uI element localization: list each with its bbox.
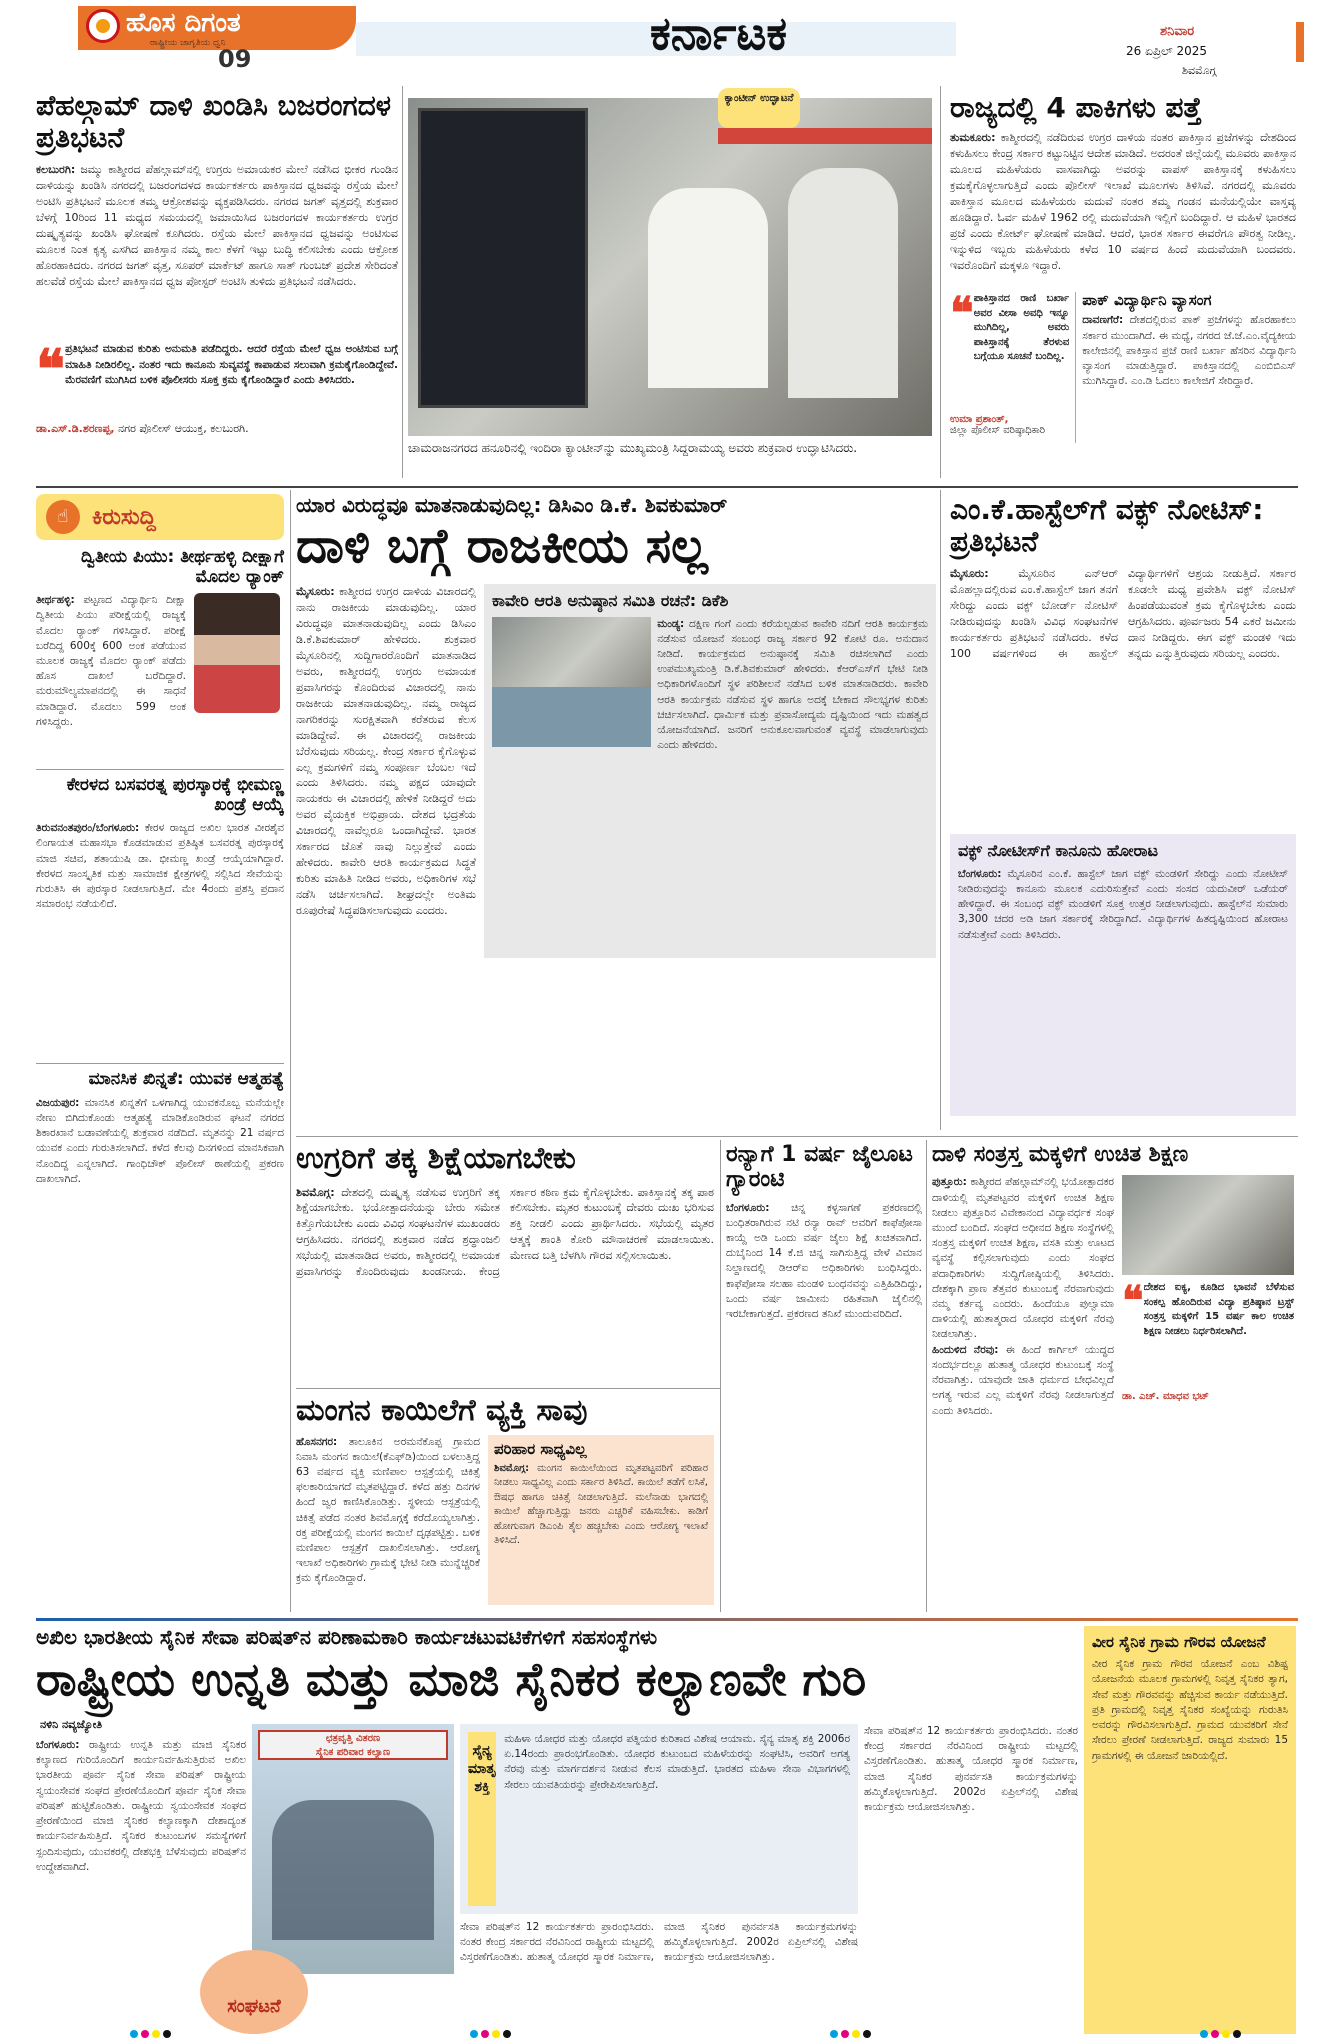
byline-role: ಜಿಲ್ಲಾ ಪೊಲೀಸ್ ವರಿಷ್ಠಾಧಿಕಾರಿ <box>950 425 1046 437</box>
dateline: ಮಂಡ್ಯ: <box>657 617 685 630</box>
photo-banner <box>258 1730 448 1760</box>
box-label: ಸೈನ್ಯ ಮಾತೃ ಶಕ್ತಿ <box>468 1732 496 1906</box>
headline: ರನ್ಯಾಗೆ 1 ವರ್ಷ ಜೈಲೂಟ ಗ್ಯಾರಂಟಿ <box>726 1142 913 1193</box>
photo-tag: ಕ್ಯಾಂಟೀನ್ ಉದ್ಘಾಟನೆ <box>718 88 800 128</box>
body-text: ಕೇರಳ ರಾಜ್ಯದ ಅಖಿಲ ಭಾರತ ವೀರಶೈವ ಲಿಂಗಾಯತ ಮಹಾಸಭಾ ಕೊಡಮಾಡುವ ಪ್ರತಿಷ್ಠಿತ ಬಸವರತ್ನ ಪುರಸ್ಕಾರಕ್ಕೆ ಮಾಜಿ ಸಚಿವ, ಶತಾಯುಷಿ ಡಾ. ಭೀಮಣ್ಣ ಖಂಡ್ರೆ ಆಯ್ಕೆಯಾಗಿದ್ದಾರೆ. ಕೇರಳದ ಸಾಂಸ್ಕೃತಿಕ ಮತ್ತು ಸಾಮಾಜಿಕ ಕ್ಷೇತ್ರಗಳಲ್ಲಿ ಸಲ್ಲಿಸಿದ ಸೇವೆಯನ್ನು ಗುರುತಿಸಿ ಈ ಪುರಸ್ಕಾರ ನೀಡಲಾಗುತ್ತಿದೆ. ಮೇ 4ರಂದು ಪ್ರಶಸ್ತಿ ಪ್ರದಾನ ಸಮಾರಂಭ ನಡೆಯಲಿದೆ. <box>36 822 284 911</box>
briefs-column <box>36 494 284 1618</box>
body-text: ಈ ಹಿಂದೆ ಕಾರ್ಗಿಲ್ ಯುದ್ಧದ ಸಂದರ್ಭದಲ್ಲೂ ಹುತಾತ್ಮ ಯೋಧರ ಕುಟುಂಬಕ್ಕೆ ಸಂಸ್ಥೆ ನೆರವಾಗಿತ್ತು. ಯಾವುದೇ ಜಾತಿ ಧರ್ಮದ ಬೇಧವಿಲ್ಲದೆ ಅಗತ್ಯ ಇರುವ ಎಲ್ಲ ಮಕ್ಕಳಿಗೆ ನೆರವು ನೀಡಲಾಗುತ್ತದೆ ಎಂದು ತಿಳಿಸಿದರು. <box>932 1343 1114 1417</box>
briefs-header <box>36 494 284 540</box>
body-text: ಚಿನ್ನ ಕಳ್ಳಸಾಗಣೆ ಪ್ರಕರಣದಲ್ಲಿ ಬಂಧಿತರಾಗಿರುವ ನಟಿ ರನ್ಯಾ ರಾವ್ ಅವರಿಗೆ ಕಾಫೆಪೋಸಾ ಕಾಯ್ದೆ ಅಡಿ ಒಂದು ವರ್ಷ ಜೈಲು ಶಿಕ್ಷೆ ಖಚಿತವಾಗಿದೆ. ದುಬೈನಿಂದ 14 ಕೆ.ಜಿ ಚಿನ್ನ ಸಾಗಿಸುತ್ತಿದ್ದ ವೇಳೆ ವಿಮಾನ ನಿಲ್ದಾಣದಲ್ಲಿ ಡಿಆರ್‌ಐ ಅಧಿಕಾರಿಗಳು ಬಂಧಿಸಿದ್ದರು. ಕಾಫೆಪೋಸಾ ಸಲಹಾ ಮಂಡಳಿ ಬಂಧನವನ್ನು ಎತ್ತಿಹಿಡಿದಿದ್ದು, ಒಂದು ವರ್ಷ ಜಾಮೀನು ರಹಿತವಾಗಿ ಜೈಲಿನಲ್ಲಿ ಇರಬೇಕಾಗುತ್ತದೆ. ಪ್ರಕರಣದ ತನಿಖೆ ಮುಂದುವರಿದಿದೆ. <box>726 1201 922 1321</box>
banner-text: ಸೈನಿಕ ಪರಿವಾರ ಕಲ್ಯಾಣ <box>315 1747 391 1758</box>
matru-shakti-box <box>460 1724 858 1914</box>
student-photo <box>194 593 280 713</box>
article-body <box>726 1201 922 1601</box>
issue-day: ಶನಿವಾರ <box>1160 24 1195 39</box>
body-text: ಕಾಶ್ಮೀರದ ಪೆಹಲ್ಗಾಮ್‌ನಲ್ಲಿ ಭಯೋತ್ಪಾದಕರ ದಾಳಿಯಲ್ಲಿ ಮೃತಪಟ್ಟವರ ಮಕ್ಕಳಿಗೆ ಉಚಿತ ಶಿಕ್ಷಣ ನೀಡಲು ಪುತ್ತೂರಿನ ವಿವೇಕಾನಂದ ವಿದ್ಯಾವರ್ಧಕ ಸಂಘ ಮುಂದೆ ಬಂದಿದೆ. ಸಂಘದ ಅಧೀನದ ಶಿಕ್ಷಣ ಸಂಸ್ಥೆಗಳಲ್ಲಿ ಸಂತ್ರಸ್ತ ಮಕ್ಕಳಿಗೆ ಉಚಿತ ಶಿಕ್ಷಣ, ವಸತಿ ಮತ್ತು ಊಟದ ವ್ಯವಸ್ಥೆ ಕಲ್ಪಿಸಲಾಗುವುದು ಎಂದು ಸಂಘದ ಪದಾಧಿಕಾರಿಗಳು ಸುದ್ದಿಗೋಷ್ಠಿಯಲ್ಲಿ ತಿಳಿಸಿದರು. ದೇಶಕ್ಕಾಗಿ ಪ್ರಾಣ ತೆತ್ತವರ ಕುಟುಂಬಕ್ಕೆ ನೆರವಾಗುವುದು ನಮ್ಮ ಕರ್ತವ್ಯ ಎಂದರು. ಹಿಂದೆಯೂ ಪುಲ್ವಾಮಾ ದಾಳಿಯಲ್ಲಿ ಹುತಾತ್ಮರಾದ ಯೋಧರ ಮಕ್ಕಳಿಗೆ ನೆರವು ನೀಡಲಾಗಿತ್ತು. <box>932 1176 1114 1341</box>
column-rule <box>402 86 403 478</box>
wakf-legal-box <box>950 834 1296 1116</box>
issue-city: ಶಿವಮೊಗ್ಗ <box>1182 64 1217 77</box>
headline: ಉಗ್ರರಿಗೆ ತಕ್ಕ ಶಿಕ್ಷೆಯಾಗಬೇಕು <box>296 1141 576 1176</box>
article-body <box>296 1435 480 1605</box>
print-marks <box>470 2030 511 2038</box>
article-pak-nationals <box>950 92 1296 480</box>
edge-marker <box>1296 22 1304 62</box>
sub-headline: ಕಾವೇರಿ ಆರತಿ ಅನುಷ್ಠಾನ ಸಮಿತಿ ರಚನೆ: ಡಿಕೆಶಿ <box>492 591 729 611</box>
sub-headline: ಪರಿಹಾರ ಸಾಧ್ಯವಿಲ್ಲ <box>494 1439 587 1458</box>
body-text: ಕಾಶ್ಮೀರದಲ್ಲಿ ನಡೆದಿರುವ ಉಗ್ರರ ದಾಳಿಯ ನಂತರ ಪಾಕಿಸ್ತಾನ ಪ್ರಜೆಗಳನ್ನು ದೇಶದಿಂದ ಕಳುಹಿಸಲು ಕೇಂದ್ರ ಸರ್ಕಾರ ಕಟ್ಟುನಿಟ್ಟಿನ ಆದೇಶ ಮಾಡಿದೆ. ಅದರಂತೆ ಜಿಲ್ಲೆಯಲ್ಲಿ ಮೂವರು ಪಾಕಿಸ್ತಾನ ಮೂಲದ ಮಹಿಳೆಯರು ವಾಸವಾಗಿದ್ದು ಅವರನ್ನು ವಾಪಸ್ ಪಾಕಿಸ್ತಾನಕ್ಕೆ ಕಳುಹಿಸಲು ಕ್ರಮಕೈಗೊಳ್ಳಲಾಗುತ್ತಿದೆ ಎಂದು ಪೊಲೀಸ್ ಇಲಾಖೆ ಮೂಲಗಳು ತಿಳಿಸಿವೆ. ನಗರದಲ್ಲಿ ಮೂವರು ಪಾಕಿಸ್ತಾನ ಮೂಲದ ಮಹಿಳೆಯರು ಮದುವೆ ನಂತರ ತಮ್ಮ ಗಂಡನ ಮನೆಯಲ್ಲಿಯೇ ವಾಸ್ತವ್ಯ ಹೂಡಿದ್ದಾರೆ. ಓರ್ವ ಮಹಿಳೆ 1962 ರಲ್ಲಿ ಮದುವೆಯಾಗಿ ಇಲ್ಲಿಗೆ ಬಂದಿದ್ದಾರೆ. ಆ ಮಹಿಳೆ ಭಾರತದ ಪ್ರಜೆ ಎಂದು ಕೋರ್ಟ್ ಘೋಷಣೆ ಮಾಡಿದೆ. ಆದರೆ, ಭಾರತ ಸರ್ಕಾರ ಈವರೆಗೂ ಪೌರತ್ವ ನೀಡಿಲ್ಲ. ಇನ್ನುಳಿದ ಇಬ್ಬರು ಮಹಿಳೆಯರು ಕಳೆದ 10 ವರ್ಷದ ಹಿಂದೆ ಮದುವೆಯಾಗಿ ಬಂದವರು. ಇವರೊಂದಿಗೆ ಮಕ್ಕಳೂ ಇದ್ದಾರೆ. <box>950 131 1296 272</box>
compensation-box <box>488 1435 714 1605</box>
brand-name: ಹೊಸ ದಿಗಂತ <box>126 8 241 38</box>
lead-story <box>296 494 936 1134</box>
body-text: ಕಾಶ್ಮೀರದ ಉಗ್ರರ ದಾಳಿಯ ವಿಚಾರದಲ್ಲಿ ನಾನು ರಾಜಕೀಯ ಮಾಡುವುದಿಲ್ಲ. ಯಾರ ವಿರುದ್ಧವೂ ಮಾತನಾಡುವುದಿಲ್ಲ ಎಂದು ಡಿಸಿಎಂ ಡಿ.ಕೆ.ಶಿವಕುಮಾರ್ ಹೇಳಿದರು. ಶುಕ್ರವಾರ ಮೈಸೂರಿನಲ್ಲಿ ಸುದ್ದಿಗಾರರೊಂದಿಗೆ ಮಾತನಾಡಿದ ಅವರು, ಕಾಶ್ಮೀರದಲ್ಲಿ ಉಗ್ರರು ಅಮಾಯಕ ಪ್ರವಾಸಿಗರನ್ನು ಕೊಂದಿರುವ ವಿಚಾರದಲ್ಲಿ ನಾನು ರಾಜಕೀಯ ಮಾತನಾಡುವುದಿಲ್ಲ. ನಮ್ಮ ರಾಜ್ಯದ ನಾಗರಿಕರನ್ನು ಸುರಕ್ಷಿತವಾಗಿ ಕರೆತರುವ ಕೆಲಸ ಮಾಡಿದ್ದೇವೆ. ಈ ವಿಚಾರದಲ್ಲಿ ರಾಜಕೀಯ ಬೆರೆಸುವುದು ಸರಿಯಲ್ಲ. ಕೇಂದ್ರ ಸರ್ಕಾರ ಕೈಗೊಳ್ಳುವ ಎಲ್ಲ ಕ್ರಮಗಳಿಗೆ ನಮ್ಮ ಸಂಪೂರ್ಣ ಬೆಂಬಲ ಇದೆ ಎಂದು ತಿಳಿಸಿದರು. ನಮ್ಮ ಪಕ್ಷದ ಯಾವುದೇ ನಾಯಕರು ಈ ವಿಚಾರದಲ್ಲಿ ಹೇಳಿಕೆ ನೀಡಿದ್ದರೆ ಅದು ಅವರ ವೈಯಕ್ತಿಕ ಅಭಿಪ್ರಾಯ. ದೇಶದ ಭದ್ರತೆಯ ವಿಚಾರದಲ್ಲಿ ನಾವೆಲ್ಲರೂ ಒಂದಾಗಿದ್ದೇವೆ. ಭಾರತ ಸರ್ಕಾರದ ಜೊತೆ ನಾವು ನಿಲ್ಲುತ್ತೇವೆ ಎಂದು ಹೇಳಿದರು. ಕಾವೇರಿ ಆರತಿ ಕಾರ್ಯಕ್ರಮದ ಸಿದ್ಧತೆ ಕುರಿತು ಮಾಹಿತಿ ನೀಡಿದ ಅವರು, ಅಧಿಕಾರಿಗಳ ಸಭೆ ನಡೆಸಿ ಚರ್ಚಿಸಲಾಗಿದೆ. ಶೀಘ್ರದಲ್ಲೇ ಅಂತಿಮ ರೂಪುರೇಷೆ ಸಿದ್ಧಪಡಿಸಲಾಗುವುದು ಎಂದರು. <box>296 585 476 917</box>
feature-rule <box>36 1618 1298 1621</box>
body-text: ಮಾನಸಿಕ ಖಿನ್ನತೆಗೆ ಒಳಗಾಗಿದ್ದ ಯುವಕನೊಬ್ಬ ಮನೆಯಲ್ಲೇ ನೇಣು ಬಿಗಿದುಕೊಂಡು ಆತ್ಮಹತ್ಯೆ ಮಾಡಿಕೊಂಡಿರುವ ಘಟನೆ ನಗರದ ಶಿಕಾರಖಾನೆ ಬಡಾವಣೆಯಲ್ಲಿ ಶುಕ್ರವಾರ ನಡೆದಿದೆ. ಮೃತನನ್ನು 21 ವರ್ಷದ ಯುವಕ ಎಂದು ಗುರುತಿಸಲಾಗಿದೆ. ಕಳೆದ ಕೆಲವು ದಿನಗಳಿಂದ ಮಾನಸಿಕವಾಗಿ ನೊಂದಿದ್ದ ಎನ್ನಲಾಗಿದೆ. ಗಾಂಧಿಚೌಕ್ ಪೊಲೀಸ್ ಠಾಣೆಯಲ್ಲಿ ಪ್ರಕರಣ ದಾಖಲಾಗಿದೆ. <box>36 1096 284 1185</box>
print-marks <box>830 2030 871 2038</box>
sub-article-body <box>657 617 928 917</box>
sub-headline: ವಕ್ಫ್ ನೋಟೀಸ್‌ಗೆ ಕಾನೂನು ಹೋರಾಟ <box>958 841 1159 861</box>
section-rule <box>36 486 1298 488</box>
issue-date: 26 ಏಪ್ರಿಲ್ 2025 <box>1126 44 1208 58</box>
byline-role: ನಗರ ಪೊಲೀಸ್ ಆಯುಕ್ತ, ಕಲಬುರಗಿ. <box>118 422 249 436</box>
lead-kicker: ಯಾರ ವಿರುದ್ಧವೂ ಮಾತನಾಡುವುದಿಲ್ಲ: ಡಿಸಿಎಂ ಡಿ.ಕೆ. ಶಿವಕುಮಾರ್ <box>296 493 728 517</box>
dateline: ಶಿವಮೊಗ್ಗ: <box>296 1185 335 1199</box>
brief-body <box>36 593 186 763</box>
dateline: ಬೆಂಗಳೂರು: <box>726 1201 770 1214</box>
sub-headline: ಪಾಕ್ ವಿದ್ಯಾರ್ಥಿನಿ ವ್ಯಾಸಂಗ <box>1082 291 1212 310</box>
banner-text: ಛತ್ರವೃತ್ತಿ ವಿತರಣ <box>325 1733 381 1744</box>
body-text: ಮಂಗನ ಕಾಯಿಲೆಯಿಂದ ಮೃತಪಟ್ಟವರಿಗೆ ಪರಿಹಾರ ನೀಡಲು ಸಾಧ್ಯವಿಲ್ಲ ಎಂದು ಸರ್ಕಾರ ತಿಳಿಸಿದೆ. ಕಾಯಿಲೆ ತಡೆಗೆ ಲಸಿಕೆ, ಔಷಧ ಹಾಗೂ ಚಿಕಿತ್ಸೆ ನೀಡಲಾಗುತ್ತಿದೆ. ಮಲೆನಾಡು ಭಾಗದಲ್ಲಿ ಕಾಯಿಲೆ ಹೆಚ್ಚಾಗುತ್ತಿದ್ದು ಜನರು ಎಚ್ಚರಿಕೆ ವಹಿಸಬೇಕು. ಕಾಡಿಗೆ ಹೋಗುವಾಗ ಡಿಎಂಪಿ ತೈಲ ಹಚ್ಚಬೇಕು ಎಂದು ಆರೋಗ್ಯ ಇಲಾಖೆ ತಿಳಿಸಿದೆ. <box>494 1462 708 1547</box>
body-text: ಮೈಸೂರಿನ ಎನ್‌ಆರ್ ಮೊಹಲ್ಲಾದಲ್ಲಿರುವ ಎಂ.ಕೆ.ಹಾಸ್ಟೆಲ್ ಜಾಗ ತನಗೆ ಸೇರಿದ್ದು ಎಂದು ವಕ್ಫ್ ಬೋರ್ಡ್ ನೋಟಿಸ್ ನೀಡಿರುವುದನ್ನು ಖಂಡಿಸಿ ವಿವಿಧ ಸಂಘಟನೆಗಳ ಕಾರ್ಯಕರ್ತರು ಪ್ರತಿಭಟನೆ ನಡೆಸಿದರು. ಕಳೆದ 100 ವರ್ಷಗಳಿಂದ ಈ ಹಾಸ್ಟೆಲ್ ವಿದ್ಯಾರ್ಥಿಗಳಿಗೆ ಆಶ್ರಯ ನೀಡುತ್ತಿದೆ. ಸರ್ಕಾರ ಕೂಡಲೇ ಮಧ್ಯ ಪ್ರವೇಶಿಸಿ ವಕ್ಫ್ ನೋಟಿಸ್ ಹಿಂಪಡೆಯುವಂತೆ ಕ್ರಮ ಕೈಗೊಳ್ಳಬೇಕು ಎಂದು ಆಗ್ರಹಿಸಿದರು. ಪೂರ್ವಜರು 54 ಎಕರೆ ಜಮೀನು ದಾನ ನೀಡಿದ್ದರು. ಈಗ ವಕ್ಫ್ ಮಂಡಳಿ ಇದು ತನ್ನದು ಎನ್ನುತ್ತಿರುವುದು ಸರಿಯಲ್ಲ ಎಂದರು. <box>950 567 1296 661</box>
brief-body <box>36 1096 284 1556</box>
column-rule <box>940 490 941 1130</box>
dateline: ವಿಜಯಪುರ: <box>36 1096 80 1109</box>
plaque <box>418 108 588 408</box>
article-wakf-notice <box>950 494 1296 1134</box>
section-rule <box>296 1388 720 1389</box>
dateline: ಬೆಂಗಳೂರು: <box>36 1739 80 1751</box>
stage-banner <box>718 128 932 144</box>
megaphone-icon: ☝ <box>46 500 80 534</box>
byline-name: ಡಾ. ಎಚ್. ಮಾಧವ ಭಟ್ <box>1122 1391 1209 1403</box>
print-marks <box>1200 2030 1241 2038</box>
dateline: ಬೆಂಗಳೂರು: <box>958 867 1002 880</box>
feature-body-col3: ಸೇವಾ ಪರಿಷತ್‌ನ 12 ಕಾರ್ಯಕರ್ತರು ಪ್ರಾರಂಭಿಸಿದರು. ನಂತರ ಕೇಂದ್ರ ಸರ್ಕಾರದ ನೆರವಿನಿಂದ ರಾಷ್ಟ್ರೀಯ ಮಟ್ಟದಲ್ಲಿ ವಿಸ್ತರಣೆಗೊಂಡಿತು. ಹುತಾತ್ಮ ಯೋಧರ ಸ್ಮಾರಕ ನಿರ್ಮಾಣ, ಮಾಜಿ ಸೈನಿಕರ ಪುನರ್ವಸತಿ ಕಾರ್ಯಕ್ರಮಗಳನ್ನು ಹಮ್ಮಿಕೊಳ್ಳಲಾಗುತ್ತಿದೆ. 2002ರ ಏಪ್ರಿಲ್‌ನಲ್ಲಿ ವಿಶೇಷ ಕಾರ್ಯಕ್ರಮ ಆಯೋಜಿಸಲಾಗಿತ್ತು. <box>864 1725 1078 1814</box>
column-rule <box>926 1140 927 1612</box>
pull-quote: ಪ್ರತಿಭಟನೆ ಮಾಡುವ ಕುರಿತು ಅನುಮತಿ ಪಡೆದಿದ್ದರು. ಆದರೆ ರಸ್ತೆಯ ಮೇಲೆ ಧ್ವಜ ಅಂಟಿಸುವ ಬಗ್ಗೆ ಮಾಹಿತಿ ನೀಡಿರಲಿಲ್ಲ. ನಂತರ ಇದು ಕಾನೂನು ಸುವ್ಯವಸ್ಥೆ ಕಾಪಾಡುವ ಸಲುವಾಗಿ ಕ್ರಮಕೈಗೊಂಡಿದ್ದೇವೆ. ಮೆರವಣಿಗೆ ಮುಗಿಸಿದ ಬಳಿಕ ಪೊಲೀಸರು ಸೂಕ್ತ ಕ್ರಮ ಕೈಗೊಂಡಿದ್ದಾರೆ ಎಂದು ತಿಳಿಸಿದರು. <box>65 343 398 386</box>
brief-headline: ಮಾನಸಿಕ ಖಿನ್ನತೆ: ಯುವಕ ಆತ್ಮಹತ್ಯೆ <box>88 1069 284 1090</box>
canteen-photo <box>408 98 932 436</box>
award-photo <box>252 1724 454 1974</box>
print-marks <box>130 2030 171 2038</box>
dateline: ತೀರ್ಥಹಳ್ಳಿ: <box>36 594 75 607</box>
person-figure <box>648 188 768 388</box>
article-body <box>950 130 1296 286</box>
people-figures <box>272 1800 434 1940</box>
masthead <box>0 0 1338 88</box>
feature-headline: ರಾಷ್ಟ್ರೀಯ ಉನ್ನತಿ ಮತ್ತು ಮಾಜಿ ಸೈನಿಕರ ಕಲ್ಯಾಣವೇ ಗುರಿ <box>36 1652 867 1706</box>
dateline: ಪುತ್ತೂರು: <box>932 1176 967 1189</box>
headline: ದಾಳಿ ಸಂತ್ರಸ್ತ ಮಕ್ಕಳಿಗೆ ಉಚಿತ ಶಿಕ್ಷಣ <box>932 1142 1189 1167</box>
article-body <box>36 162 398 338</box>
sub-article-body <box>494 1462 708 1596</box>
veer-sainik-box <box>1084 1626 1296 2034</box>
article-ranya-jail <box>726 1142 922 1612</box>
person-figure <box>788 168 898 398</box>
box-title: ವೀರ ಸೈನಿಕ ಗ್ರಾಮ ಗೌರವ ಯೋಜನೆ <box>1092 1633 1266 1651</box>
lead-headline: ದಾಳಿ ಬಗ್ಗೆ ರಾಜಕೀಯ ಸಲ್ಲ <box>296 518 708 574</box>
page-number: 09 <box>218 45 252 73</box>
column-rule <box>940 86 941 478</box>
headline: ಮಂಗನ ಕಾಯಿಲೆಗೆ ವ್ಯಕ್ತಿ ಸಾವು <box>296 1393 588 1428</box>
article-body <box>296 584 476 1144</box>
dateline: ಹೊಸನಗರ: <box>296 1435 338 1448</box>
article-kfd-death <box>296 1394 714 1612</box>
sub-article-body <box>958 867 1288 1103</box>
dateline: ಮೈಸೂರು: <box>950 567 989 581</box>
pull-quote: ದೇಶದ ಐಕ್ಯ, ಕೂಡಿದ ಭಾವನೆ ಬೆಳೆಸುವ ಸಂಕಲ್ಪ ಹೊಂದಿರುವ ವಿದ್ಯಾ ಪ್ರತಿಷ್ಠಾನ ಟ್ರಸ್ಟ್ ಸಂತ್ರಸ್ತ ಮಕ್ಕಳಿಗೆ 15 ವರ್ಷ ಕಾಲ ಉಚಿತ ಶಿಕ್ಷಣ ನೀಡಲು ನಿರ್ಧರಿಸಲಾಗಿದೆ. <box>1143 1282 1294 1337</box>
body-text: ತಾಲೂಕಿನ ಅರಮನೆಕೊಪ್ಪ ಗ್ರಾಮದ ನಿವಾಸಿ ಮಂಗನ ಕಾಯಿಲೆ(ಕೆಎಫ್‌ಡಿ)ಯಿಂದ ಬಳಲುತ್ತಿದ್ದ 63 ವರ್ಷದ ವ್ಯಕ್ತಿ ಮಣಿಪಾಲ ಆಸ್ಪತ್ರೆಯಲ್ಲಿ ಚಿಕಿತ್ಸೆ ಫಲಕಾರಿಯಾಗದೆ ಮೃತಪಟ್ಟಿದ್ದಾರೆ. ಕಳೆದ ಹತ್ತು ದಿನಗಳ ಹಿಂದೆ ಜ್ವರ ಕಾಣಿಸಿಕೊಂಡಿತ್ತು. ಸ್ಥಳೀಯ ಆಸ್ಪತ್ರೆಯಲ್ಲಿ ಚಿಕಿತ್ಸೆ ಪಡೆದ ನಂತರ ಶಿವಮೊಗ್ಗಕ್ಕೆ ಕರೆದೊಯ್ಯಲಾಗಿತ್ತು. ರಕ್ತ ಪರೀಕ್ಷೆಯಲ್ಲಿ ಮಂಗನ ಕಾಯಿಲೆ ದೃಢಪಟ್ಟಿತ್ತು. ಬಳಿಕ ಮಣಿಪಾಲ ಆಸ್ಪತ್ರೆಗೆ ದಾಖಲಿಸಲಾಗಿತ್ತು. ಆರೋಗ್ಯ ಇಲಾಖೆ ಅಧಿಕಾರಿಗಳು ಗ್ರಾಮಕ್ಕೆ ಭೇಟಿ ನೀಡಿ ಮುನ್ನೆಚ್ಚರಿಕೆ ಕ್ರಮ ಕೈಗೊಂಡಿದ್ದಾರೆ. <box>296 1435 480 1585</box>
byline-name: ಡಾ.ಎಸ್.ಡಿ.ಶರಣಪ್ಪ, <box>36 422 115 436</box>
brand-logo-icon <box>86 9 120 43</box>
body-text: ರಾಷ್ಟ್ರೀಯ ಉನ್ನತಿ ಮತ್ತು ಮಾಜಿ ಸೈನಿಕರ ಕಲ್ಯಾಣದ ಗುರಿಯೊಂದಿಗೆ ಕಾರ್ಯನಿರ್ವಹಿಸುತ್ತಿರುವ ಅಖಿಲ ಭಾರತೀಯ ಪೂರ್ವ ಸೈನಿಕ ಸೇವಾ ಪರಿಷತ್ ರಾಷ್ಟ್ರೀಯ ಸ್ವಯಂಸೇವಕ ಸಂಘದ ಪ್ರೇರಣೆಯೊಂದಿಗೆ ಪೂರ್ವ ಸೈನಿಕ ಸೇವಾ ಪರಿಷತ್ ಹುಟ್ಟಿಕೊಂಡಿತು. ರಾಷ್ಟ್ರೀಯ ಸ್ವಯಂಸೇವಕ ಸಂಘದ ಪ್ರೇರಣೆಯಿಂದ ಮಾಜಿ ಸೈನಿಕರ ಕಲ್ಯಾಣಕ್ಕಾಗಿ ದೇಶಾದ್ಯಂತ ಕಾರ್ಯನಿರ್ವಹಿಸುತ್ತಿದೆ. ಸೈನಿಕರ ಕುಟುಂಬಗಳ ಸಮಸ್ಯೆಗಳಿಗೆ ಸ್ಪಂದಿಸುವುದು, ಯುವಕರಲ್ಲಿ ದೇಶಭಕ್ತಿ ಬೆಳೆಸುವುದು ಪರಿಷತ್‌ನ ಉದ್ದೇಶವಾಗಿದೆ. <box>36 1739 246 1873</box>
quote-icon: ❝ <box>1122 1277 1144 1325</box>
article-body <box>932 1175 1114 1615</box>
article-free-education <box>932 1142 1296 1612</box>
headline: ಪೆಹಲ್ಗಾಮ್ ದಾಳಿ ಖಂಡಿಸಿ ಬಜರಂಗದಳ ಪ್ರತಿಭಟನೆ <box>36 89 391 155</box>
brief-headline: ದ್ವಿತೀಯ ಪಿಯು: ತೀರ್ಥಹಳ್ಳಿ ದೀಕ್ಷಾಗೆ ಮೊದಲ ರ್‍ಯಾಂಕ್ <box>80 547 284 587</box>
krs-dam-photo <box>492 617 651 747</box>
body-text: ದೇಶದಲ್ಲಿ ದುಷ್ಕೃತ್ಯ ನಡೆಸುವ ಉಗ್ರರಿಗೆ ತಕ್ಕ ಶಿಕ್ಷೆಯಾಗಬೇಕು. ಭಯೋತ್ಪಾದನೆಯನ್ನು ಬೇರು ಸಮೇತ ಕಿತ್ತೊಗೆಯಬೇಕು ಎಂದು ವಿವಿಧ ಸಂಘಟನೆಗಳ ಮುಖಂಡರು ಆಗ್ರಹಿಸಿದರು. ನಗರದಲ್ಲಿ ಶುಕ್ರವಾರ ನಡೆದ ಶ್ರದ್ಧಾಂಜಲಿ ಸಭೆಯಲ್ಲಿ ಮಾತನಾಡಿದ ಅವರು, ಕಾಶ್ಮೀರದಲ್ಲಿ ಅಮಾಯಕ ಪ್ರವಾಸಿಗರನ್ನು ಕೊಂದಿರುವುದು ಖಂಡನೀಯ. ಕೇಂದ್ರ ಸರ್ಕಾರ ಕಠಿಣ ಕ್ರಮ ಕೈಗೊಳ್ಳಬೇಕು. ಪಾಕಿಸ್ತಾನಕ್ಕೆ ತಕ್ಕ ಪಾಠ ಕಲಿಸಬೇಕು. ಮೃತರ ಕುಟುಂಬಕ್ಕೆ ದೇವರು ದುಃಖ ಭರಿಸುವ ಶಕ್ತಿ ನೀಡಲಿ ಎಂದು ಪ್ರಾರ್ಥಿಸಿದರು. ಸಭೆಯಲ್ಲಿ ಮೃತರ ಆತ್ಮಕ್ಕೆ ಶಾಂತಿ ಕೋರಿ ಮೌನಾಚರಣೆ ಮಾಡಲಾಯಿತು. ಮೇಣದ ಬತ್ತಿ ಬೆಳಗಿಸಿ ಗೌರವ ಸಲ್ಲಿಸಲಾಯಿತು. <box>296 1185 714 1279</box>
byline-name: ಉಮಾ ಪ್ರಶಾಂತ್, <box>950 414 1009 426</box>
photo-caption: ಚಾಮರಾಜನಗರದ ಹನೂರಿನಲ್ಲಿ ಇಂದಿರಾ ಕ್ಯಾಂಟೀನ್‌ನ್ನು ಮುಖ್ಯಮಂತ್ರಿ ಸಿದ್ದರಾಮಯ್ಯ ಅವರು ಶುಕ್ರವಾರ ಉದ್ಘಾಟಿಸಿದರು. <box>408 441 858 455</box>
kaveri-box <box>484 584 936 958</box>
article-punish-terrorists <box>296 1142 714 1382</box>
article-bajrangdal-protest <box>36 90 398 450</box>
body-text: ಜಮ್ಮು ಕಾಶ್ಮೀರದ ಪೆಹಲ್ಗಾಮ್‌ನಲ್ಲಿ ಉಗ್ರರು ಅಮಾಯಕರ ಮೇಲೆ ನಡೆಸಿದ ಭೀಕರ ಗುಂಡಿನ ದಾಳಿಯನ್ನು ಖಂಡಿಸಿ ನಗರದಲ್ಲಿ ಬಜರಂಗದಳದ ಕಾರ್ಯಕರ್ತರು ಪಾಕಿಸ್ತಾನದ ಧ್ವಜವನ್ನು ರಸ್ತೆಯ ಮೇಲೆ ಅಂಟಿಸಿ ಪ್ರತಿಭಟನೆ ಮೂಲಕ ತಮ್ಮ ಆಕ್ರೋಶವನ್ನು ವ್ಯಕ್ತಪಡಿಸಿದರು. ನಗರದ ಜಗತ್ ವೃತ್ತದಲ್ಲಿ ಶುಕ್ರವಾರ ಬೆಳಗ್ಗೆ 10ರಿಂದ 11 ಮಧ್ಯದ ಸಮಯದಲ್ಲಿ ಜಮಾಯಿಸಿದ ಬಜರಂಗದಳ ಕಾರ್ಯಕರ್ತರು ಉಗ್ರರ ದುಷ್ಕೃತ್ಯವನ್ನು ಖಂಡಿಸಿ ಘೋಷಣೆ ಕೂಗಿದರು. ರಸ್ತೆಯ ಮೇಲೆ ಪಾಕಿಸ್ತಾನದ ಧ್ವಜವನ್ನು ಅಂಟಿಸುವ ಮೂಲಕ ನಿಂತ ಕೃತ್ಯ ಎಸಗಿದ ಪಾಕಿಸ್ತಾನ ನಮ್ಮ ಕಾಲ ಕೆಳಗೆ ಇಟ್ಟು ಬುದ್ಧಿ ಕಲಿಸಬೇಕು ಎಂದು ಆಕ್ರೋಶ ಹೊರಹಾಕಿದರು. ನಗರದ ಜಗತ್ ವೃತ್ತ, ಸೂಪರ್ ಮಾರ್ಕೆಟ್ ಹಾಗೂ ಸಾತ್ ಗುಂಬಜ್ ಪ್ರದೇಶ ಸೇರಿದಂತೆ ಹಲವೆಡೆ ರಸ್ತೆಯ ಮೇಲೆ ಪಾಕಿಸ್ತಾನದ ಧ್ವಜ ಪೋಸ್ಟರ್ ಅಂಟಿಸಿ ತುಳಿದು ಪ್ರತಿಭಟನೆ ನಡೆಸಿದರು. <box>36 163 398 288</box>
section-title: ಕರ್ನಾಟಕ <box>650 6 788 60</box>
divider <box>36 1063 284 1064</box>
brief-body <box>36 821 284 1057</box>
dateline: ತುಮಕೂರು: <box>950 131 996 145</box>
body-text: ದೇಶದಲ್ಲಿರುವ ಪಾಕ್ ಪ್ರಜೆಗಳನ್ನು ಹೊರಹಾಕಲು ಸರ್ಕಾರ ಮುಂದಾಗಿದೆ. ಈ ಮಧ್ಯೆ, ನಗರದ ಜೆ.ಜೆ.ಎಂ.ವೈದ್ಯಕೀಯ ಕಾಲೇಜಿನಲ್ಲಿ ಪಾಕಿಸ್ತಾನ ಪ್ರಜೆ ರಾಣಿ ಬರ್ಖಾ ಹೆಸರಿನ ವಿದ್ಯಾರ್ಥಿನಿ ವ್ಯಾಸಂಗ ಮಾಡುತ್ತಿದ್ದಾರೆ. ಪಾಕಿಸ್ತಾನದಲ್ಲಿ ಎಂಬಿಬಿಎಸ್ ಮುಗಿಸಿದ್ದಾರೆ. ಎಂ.ಡಿ ಓದಲು ಕಾಲೇಜಿಗೆ ಸೇರಿದ್ದಾರೆ. <box>1082 314 1296 388</box>
body-text: ಮೈಸೂರಿನ ಎಂ.ಕೆ. ಹಾಸ್ಟೆಲ್ ಜಾಗ ವಕ್ಫ್ ಮಂಡಳಿಗೆ ಸೇರಿದ್ದು ಎಂದು ನೋಟೀಸ್ ನೀಡಿರುವುದನ್ನು ಕಾನೂನು ಮೂಲಕ ಎದುರಿಸುತ್ತೇವೆ ಎಂದು ಸಂಸದ ಯದುವೀರ್ ಒಡೆಯರ್ ಹೇಳಿದ್ದಾರೆ. ಈ ಸಂಬಂಧ ವಕ್ಫ್ ಮಂಡಳಿಗೆ ಸೂಕ್ತ ಉತ್ತರ ನೀಡಲಾಗುವುದು. ಹಾಸ್ಟೆಲ್‌ನ ಸುಮಾರು 3,300 ಚದರ ಅಡಿ ಜಾಗ ಸರ್ಕಾರಕ್ಕೆ ಸೇರಿದ್ದಾಗಿದೆ. ವಿದ್ಯಾರ್ಥಿಗಳ ಹಿತದೃಷ್ಟಿಯಿಂದ ಹೋರಾಟ ನಡೆಸುತ್ತೇವೆ ಎಂದು ತಿಳಿಸಿದರು. <box>958 867 1288 941</box>
dateline: ಹಿಂದುಳಿದ ನೆರವು: <box>932 1343 999 1356</box>
box-body: ವೀರ ಸೈನಿಕ ಗ್ರಾಮ ಗೌರವ ಯೋಜನೆ ಎಂಬ ವಿಶಿಷ್ಟ ಯೋಜನೆಯ ಮೂಲಕ ಗ್ರಾಮಗಳಲ್ಲಿ ನಿವೃತ್ತ ಸೈನಿಕರ ತ್ಯಾಗ, ಸೇವೆ ಮತ್ತು ಗೌರವವನ್ನು ಹೆಚ್ಚಿಸುವ ಕಾರ್ಯ ನಡೆಯುತ್ತಿದೆ. ಪ್ರತಿ ಗ್ರಾಮದಲ್ಲಿ ನಿವೃತ್ತ ಸೈನಿಕರ ಸಂಖ್ಯೆಯನ್ನು ಗುರುತಿಸಿ ಅವರನ್ನು ಗೌರವಿಸಲಾಗುತ್ತಿದೆ. ಗ್ರಾಮದ ಯುವಕರಿಗೆ ಸೇನೆ ಸೇರಲು ಪ್ರೇರಣೆ ನೀಡಲಾಗುತ್ತಿದೆ. ರಾಜ್ಯದ ಸುಮಾರು 15 ಗ್ರಾಮಗಳಲ್ಲಿ ಈ ಯೋಜನೆ ಜಾರಿಯಲ್ಲಿದೆ. <box>1092 1658 1288 1762</box>
feature-kicker: ಅಖಿಲ ಭಾರತೀಯ ಸೈನಿಕ ಸೇವಾ ಪರಿಷತ್‌ನ ಪರಿಣಾಮಕಾರಿ ಕಾರ್ಯಚಟುವಟಿಕೆಗಳಿಗೆ ಸಹಸಂಸ್ಥೆಗಳು <box>36 1625 658 1649</box>
dateline: ಮೈಸೂರು: <box>296 585 335 599</box>
brand-tagline: ರಾಷ್ಟ್ರೀಯ ಜಾಗೃತಿಯ ಧ್ವನಿ <box>150 38 226 48</box>
briefs-title: ಕಿರುಸುದ್ದಿ <box>92 504 156 530</box>
sub-article-body <box>1082 313 1296 443</box>
emblem-logo: ಸಂಘಟನೆ <box>200 1950 308 2034</box>
dateline: ದಾವಣಗೆರೆ: <box>1082 314 1124 327</box>
dateline: ತಿರುವನಂತಪುರಂ/ಬೆಂಗಳೂರು: <box>36 822 140 835</box>
pull-quote: ಪಾಕಿಸ್ತಾನದ ರಾಣಿ ಬರ್ಖಾ ಅವರ ವೀಸಾ ಅವಧಿ ಇನ್ನೂ ಮುಗಿದಿಲ್ಲ, ಅವರು ಪಾಕಿಸ್ತಾನಕ್ಕೆ ತೆರಳುವ ಬಗ್ಗೆಯೂ ಸೂಚನೆ ಬಂದಿಲ್ಲ. <box>973 293 1070 363</box>
brief-headline: ಕೇರಳದ ಬಸವರತ್ನ ಪುರಸ್ಕಾರಕ್ಕೆ ಭೀಮಣ್ಣ ಖಂಡ್ರೆ ಆಯ್ಕೆ <box>66 775 284 815</box>
quote-icon: ❝ <box>36 337 66 402</box>
dateline: ಶಿವಮೊಗ್ಗ: <box>494 1462 530 1474</box>
quote-icon: ❝ <box>950 288 974 340</box>
press-meet-photo <box>1122 1175 1294 1275</box>
feature-body-cont: ಸೇವಾ ಪರಿಷತ್‌ನ 12 ಕಾರ್ಯಕರ್ತರು ಪ್ರಾರಂಭಿಸಿದರು. ನಂತರ ಕೇಂದ್ರ ಸರ್ಕಾರದ ನೆರವಿನಿಂದ ರಾಷ್ಟ್ರೀಯ ಮಟ್ಟದಲ್ಲಿ ವಿಸ್ತರಣೆಗೊಂಡಿತು. ಹುತಾತ್ಮ ಯೋಧರ ಸ್ಮಾರಕ ನಿರ್ಮಾಣ, ಮಾಜಿ ಸೈನಿಕರ ಪುನರ್ವಸತಿ ಕಾರ್ಯಕ್ರಮಗಳನ್ನು ಹಮ್ಮಿಕೊಳ್ಳಲಾಗುತ್ತಿದೆ. 2002ರ ಏಪ್ರಿಲ್‌ನಲ್ಲಿ ವಿಶೇಷ ಕಾರ್ಯಕ್ರಮ ಆಯೋಜಿಸಲಾಗಿತ್ತು. <box>460 1921 858 1964</box>
dateline: ಕಲಬುರಗಿ: <box>36 163 76 177</box>
body-text: ಪಟ್ಟಣದ ವಿದ್ಯಾರ್ಥಿನಿ ದೀಕ್ಷಾ ದ್ವಿತೀಯ ಪಿಯು ಪರೀಕ್ಷೆಯಲ್ಲಿ ರಾಜ್ಯಕ್ಕೆ ಮೊದಲ ರ್‍ಯಾಂಕ್ ಗಳಿಸಿದ್ದಾರೆ. ಪರೀಕ್ಷೆ ಬರೆದಿದ್ದ 600ಕ್ಕೆ 600 ಅಂಕ ಪಡೆಯುವ ಮೂಲಕ ರಾಜ್ಯಕ್ಕೆ ಮೊದಲ ರ್‍ಯಾಂಕ್ ಪಡೆದು ಹೊಸ ದಾಖಲೆ ಬರೆದಿದ್ದಾರೆ. ಮರುಮೌಲ್ಯಮಾಪನದಲ್ಲಿ ಈ ಸಾಧನೆ ಮಾಡಿದ್ದಾರೆ. ಮೊದಲು 599 ಅಂಕ ಗಳಿಸಿದ್ದರು. <box>36 594 186 728</box>
feature-header <box>36 1626 1086 1738</box>
article-body <box>296 1185 714 1375</box>
section-rule <box>296 1136 1298 1137</box>
feature-author: ನಳಿನಿ ನವ್ಯಜ್ಯೋತಿ <box>40 1718 103 1731</box>
headline: ಎಂ.ಕೆ.ಹಾಸ್ಟೆಲ್‌ಗೆ ವಕ್ಫ್ ನೋಟಿಸ್: ಪ್ರತಿಭಟನೆ <box>950 493 1264 559</box>
article-body <box>950 566 1296 826</box>
column-rule <box>290 490 291 1612</box>
box-body: ಮಹಿಳಾ ಯೋಧರ ಮತ್ತು ಯೋಧರ ಪತ್ನಿಯರ ಕುರಿತಾದ ವಿಶೇಷ ಆಯಾಮ. ಸೈನ್ಯ ಮಾತೃ ಶಕ್ತಿ 2006ರ ಏ.14ರಂದು ಪ್ರಾರಂಭಗೊಂಡಿತು. ಯೋಧರ ಕುಟುಂಬದ ಮಹಿಳೆಯರನ್ನು ಸಂಘಟಿಸಿ, ಅವರಿಗೆ ಅಗತ್ಯ ನೆರವು ಮತ್ತು ಮಾರ್ಗದರ್ಶನ ನೀಡುವ ಕೆಲಸ ಮಾಡುತ್ತಿದೆ. ಭಾರತದ ಮಹಿಳಾ ಸೇನಾ ವಿಭಾಗಗಳಲ್ಲಿ ಸೇರಲು ಯುವತಿಯರನ್ನು ಪ್ರೇರೇಪಿಸಲಾಗುತ್ತಿದೆ. <box>504 1733 850 1791</box>
divider <box>36 769 284 770</box>
body-text: ದಕ್ಷಿಣ ಗಂಗೆ ಎಂದು ಕರೆಯಲ್ಪಡುವ ಕಾವೇರಿ ನದಿಗೆ ಆರತಿ ಕಾರ್ಯಕ್ರಮ ನಡೆಸುವ ಯೋಜನೆ ಸಂಬಂಧ ರಾಜ್ಯ ಸರ್ಕಾರ 92 ಕೋಟಿ ರೂ. ಅನುದಾನ ನೀಡಿದೆ. ಕಾರ್ಯಕ್ರಮದ ಅನುಷ್ಠಾನಕ್ಕೆ ಸಮಿತಿ ರಚಿಸಲಾಗಿದೆ ಎಂದು ಉಪಮುಖ್ಯಮಂತ್ರಿ ಡಿ.ಕೆ.ಶಿವಕುಮಾರ್ ಹೇಳಿದರು. ಕೆಆರ್‌ಎಸ್‌ಗೆ ಭೇಟಿ ನೀಡಿ ಅಧಿಕಾರಿಗಳೊಂದಿಗೆ ಸ್ಥಳ ಪರಿಶೀಲನೆ ನಡೆಸಿದ ಬಳಿಕ ಮಾತನಾಡಿದರು. ಕಾವೇರಿ ಆರತಿ ಕಾರ್ಯಕ್ರಮ ನಡೆಸುವ ಸ್ಥಳ ಹಾಗೂ ಅದಕ್ಕೆ ಬೇಕಾದ ಸೌಲಭ್ಯಗಳ ಕುರಿತು ಚರ್ಚಿಸಲಾಗಿದೆ. ಧಾರ್ಮಿಕ ಮತ್ತು ಪ್ರವಾಸೋದ್ಯಮ ದೃಷ್ಟಿಯಿಂದ ಇದು ಮಹತ್ವದ ಯೋಜನೆಯಾಗಿದೆ. ಜನರಿಗೆ ಅನುಕೂಲವಾಗುವಂತೆ ವ್ಯವಸ್ಥೆ ಮಾಡಲಾಗುವುದು ಎಂದು ಹೇಳಿದರು. <box>657 617 928 752</box>
headline: ರಾಜ್ಯದಲ್ಲಿ 4 ಪಾಕಿಗಳು ಪತ್ತೆ <box>950 91 1202 124</box>
column-rule <box>720 1140 721 1612</box>
